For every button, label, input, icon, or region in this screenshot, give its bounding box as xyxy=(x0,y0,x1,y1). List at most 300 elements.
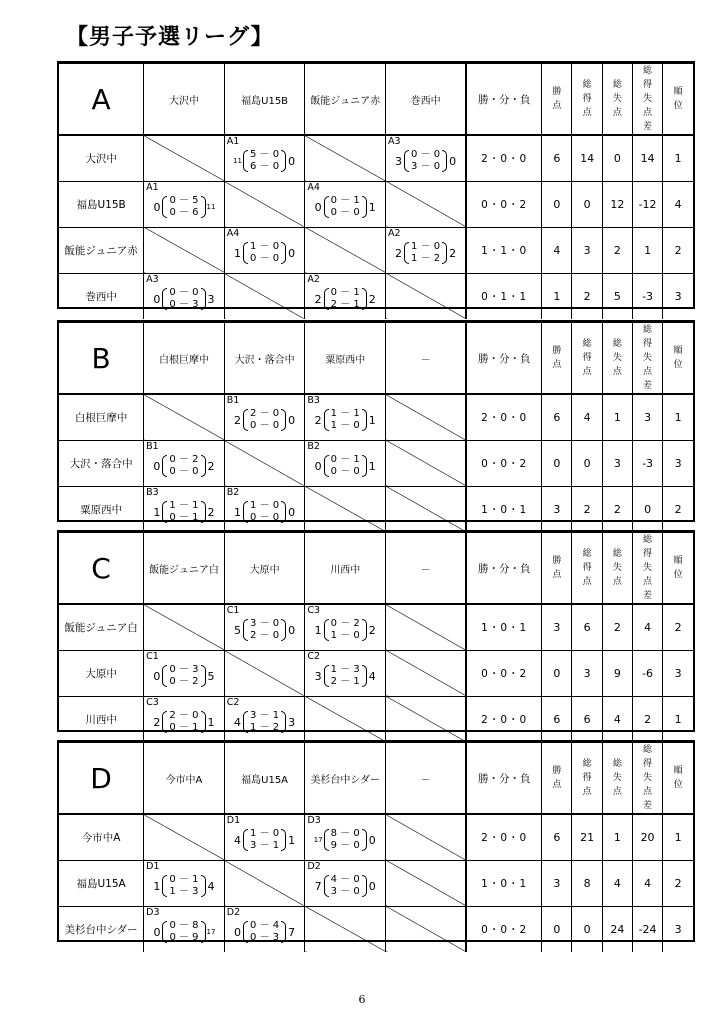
second-half-score: 6 － 0 xyxy=(250,161,280,173)
half-scores xyxy=(162,287,205,311)
score-total-right: 5 xyxy=(207,669,215,683)
team-name-cell xyxy=(59,273,144,319)
match-code: B2 xyxy=(226,486,240,498)
team-name-cell xyxy=(59,227,144,273)
goals-for-value-cell xyxy=(572,604,602,650)
half-scores xyxy=(324,874,367,898)
wdl-value: 1・0・1 xyxy=(481,621,528,634)
first-half-score: 0 － 1 xyxy=(330,195,360,206)
points-header-label-char: 勝 xyxy=(552,556,562,566)
wdl-cell xyxy=(466,135,542,181)
empty-diagonal-cell xyxy=(386,273,467,319)
goal-diff-header xyxy=(632,743,662,815)
first-half-score: 2 － 0 xyxy=(250,408,280,420)
match-code: D3 xyxy=(146,906,160,918)
goals-against-value-cell xyxy=(602,440,632,486)
goal-diff-value: -6 xyxy=(642,666,654,680)
group-letter-cell xyxy=(59,64,144,136)
goal-diff-header-label-char: 総 xyxy=(643,745,653,755)
half-scores xyxy=(324,618,367,642)
rank-value: 2 xyxy=(674,502,682,516)
match-code: A2 xyxy=(307,273,320,285)
wdl-value: 0・0・2 xyxy=(481,667,528,680)
goal-diff-header-label xyxy=(643,743,653,813)
goals-against-value-cell xyxy=(602,650,632,696)
empty-diagonal-cell xyxy=(386,604,467,650)
match-cell xyxy=(224,696,305,742)
match-cell xyxy=(224,227,305,273)
first-half-score: 0 － 0 xyxy=(411,149,441,161)
wdl-value: 0・1・1 xyxy=(481,290,528,303)
goal-diff-header-label-char: 失 xyxy=(643,773,653,783)
team-name-cell xyxy=(59,604,144,650)
points-value-cell xyxy=(542,860,572,906)
first-half-score: 3 － 1 xyxy=(250,710,280,722)
score-total-right: 7 xyxy=(288,925,296,939)
match-cell xyxy=(386,227,467,273)
goals-against-header-label-char: 総 xyxy=(612,339,622,349)
rank-header-label-char: 順 xyxy=(673,346,683,356)
wdl-cell xyxy=(466,696,542,742)
wdl-cell xyxy=(466,486,542,532)
first-half-score: 2 － 0 xyxy=(169,710,199,722)
goals-for-value: 2 xyxy=(583,502,591,516)
empty-diagonal-cell xyxy=(144,604,225,650)
second-half-score: 0 － 2 xyxy=(169,676,199,687)
team-row xyxy=(59,486,693,532)
goals-for-value-cell xyxy=(572,394,602,440)
goals-against-value: 0 xyxy=(613,151,621,165)
goals-against-value-cell xyxy=(602,181,632,227)
goals-for-header-label xyxy=(582,547,592,589)
points-value-cell xyxy=(542,227,572,273)
second-half-score: 1 － 2 xyxy=(411,253,441,264)
goal-diff-header-label-char: 点 xyxy=(643,787,653,797)
goal-diff-header-label-char: 総 xyxy=(643,535,653,545)
opponent-header xyxy=(224,64,305,136)
empty-diagonal-cell xyxy=(224,273,305,319)
opponent-header-label: 福島U15B xyxy=(241,95,289,107)
points-header-label-char: 点 xyxy=(552,101,562,111)
opponent-header-label: 巻西中 xyxy=(410,95,441,107)
points-header-label-char: 勝 xyxy=(552,346,562,356)
group-letter: A xyxy=(91,82,111,116)
match-cell xyxy=(305,181,386,227)
team-row xyxy=(59,650,693,696)
team-name: 福島U15A xyxy=(76,877,126,890)
goal-diff-value-cell xyxy=(632,906,662,952)
team-name: 大原中 xyxy=(85,667,117,680)
goals-against-value-cell xyxy=(602,860,632,906)
wdl-cell xyxy=(466,814,542,860)
half-scores xyxy=(243,408,286,432)
points-value-cell xyxy=(542,273,572,319)
match-cell xyxy=(305,860,386,906)
goals-against-header xyxy=(602,743,632,815)
team-name-cell xyxy=(59,135,144,181)
league-c-table xyxy=(57,530,695,732)
goal-diff-header-label-char: 得 xyxy=(643,549,653,559)
goal-diff-value-cell xyxy=(632,604,662,650)
rank-value-cell xyxy=(663,273,693,319)
score-total-right: 2 xyxy=(449,246,457,260)
rank-value-cell xyxy=(663,650,693,696)
empty-diagonal-cell xyxy=(224,860,305,906)
score-total-left: 0 xyxy=(234,925,242,939)
goal-diff-value: -3 xyxy=(642,289,654,303)
half-scores xyxy=(162,920,205,944)
wdl-value: 0・0・2 xyxy=(481,923,528,936)
match-code: C2 xyxy=(307,650,321,662)
match-code: C1 xyxy=(226,605,240,616)
goals-for-value-cell xyxy=(572,181,602,227)
goals-against-value-cell xyxy=(602,906,632,952)
goals-against-header-label xyxy=(612,78,622,120)
goals-against-header-label-char: 点 xyxy=(612,577,622,587)
points-value-cell xyxy=(542,394,572,440)
goal-diff-value-cell xyxy=(632,486,662,532)
score-total-right: 1 xyxy=(368,200,376,214)
league-d-table xyxy=(57,740,695,942)
goals-against-header xyxy=(602,533,632,605)
wdl-header xyxy=(466,533,542,605)
team-name: 飯能ジュニア白 xyxy=(64,621,138,634)
half-scores xyxy=(324,664,367,688)
second-half-score: 0 － 1 xyxy=(169,722,199,734)
wdl-value: 0・0・2 xyxy=(481,198,528,211)
score-total-right: 1 xyxy=(368,459,376,473)
goals-against-header-label-char: 点 xyxy=(612,108,622,118)
match-cell xyxy=(224,135,305,181)
empty-diagonal-cell xyxy=(305,227,386,273)
first-half-score: 3 － 0 xyxy=(250,618,280,630)
rank-header-label-char: 位 xyxy=(673,360,683,370)
goals-for-value-cell xyxy=(572,440,602,486)
wdl-value: 2・0・0 xyxy=(481,411,528,424)
match-cell xyxy=(305,440,386,486)
goal-diff-value-cell xyxy=(632,860,662,906)
goal-diff-header-label xyxy=(643,533,653,603)
opponent-header xyxy=(305,743,386,815)
rank-value-cell xyxy=(663,440,693,486)
goal-diff-value-cell xyxy=(632,227,662,273)
goals-for-value-cell xyxy=(572,860,602,906)
goal-diff-header-label xyxy=(643,323,653,393)
goals-against-value: 2 xyxy=(613,620,621,634)
team-row xyxy=(59,273,693,319)
match-cell xyxy=(386,135,467,181)
second-half-score: 0 － 0 xyxy=(250,512,280,524)
league-b-table xyxy=(57,320,695,522)
second-half-score: 1 － 3 xyxy=(169,886,199,897)
rank-value: 1 xyxy=(674,712,682,726)
goals-for-value: 8 xyxy=(583,876,591,890)
goals-for-value: 21 xyxy=(580,830,595,844)
match-code: D3 xyxy=(307,815,321,826)
points-value: 3 xyxy=(553,876,561,890)
goals-against-header xyxy=(602,64,632,136)
goal-diff-header-label xyxy=(643,64,653,134)
goals-against-value: 5 xyxy=(613,289,621,303)
rank-value-cell xyxy=(663,486,693,532)
empty-diagonal-cell xyxy=(386,394,467,440)
goal-diff-header-label-char: 総 xyxy=(643,66,653,76)
goals-for-value-cell xyxy=(572,135,602,181)
rank-value: 2 xyxy=(674,243,682,257)
empty-diagonal-cell xyxy=(386,440,467,486)
second-half-score: 0 － 0 xyxy=(330,207,360,218)
goal-diff-header-label-char: 差 xyxy=(643,381,653,391)
group-letter: B xyxy=(91,341,111,375)
goals-against-value: 24 xyxy=(610,922,625,936)
half-scores xyxy=(324,408,367,432)
goals-against-header-label-char: 失 xyxy=(612,773,622,783)
wdl-header-label: 勝・分・負 xyxy=(477,352,531,365)
second-half-score: 9 － 0 xyxy=(330,840,360,852)
team-row xyxy=(59,906,693,952)
score-total-right: 3 xyxy=(207,292,215,306)
team-name: 粟原西中 xyxy=(80,503,123,516)
half-scores xyxy=(162,710,205,734)
first-half-score: 0 － 2 xyxy=(169,454,199,465)
goal-diff-value: 2 xyxy=(644,712,652,726)
match-code: B2 xyxy=(307,440,320,452)
empty-diagonal-cell xyxy=(305,906,386,952)
points-header-label xyxy=(552,85,562,113)
rank-header-label xyxy=(673,764,683,792)
points-value: 3 xyxy=(553,502,561,516)
match-cell xyxy=(144,860,225,906)
team-name: 大沢・落合中 xyxy=(69,457,133,470)
first-half-score: 0 － 1 xyxy=(330,454,360,465)
half-scores xyxy=(324,195,367,219)
goals-for-value-cell xyxy=(572,650,602,696)
goal-diff-value: 14 xyxy=(640,151,655,165)
league-a-table xyxy=(57,61,695,309)
score-total-left: 0 xyxy=(153,292,161,306)
goal-diff-header-label-char: 点 xyxy=(643,108,653,118)
goals-against-header-label xyxy=(612,757,622,799)
opponent-header xyxy=(224,743,305,815)
score-total-right: 0 xyxy=(368,833,376,847)
rank-header-label-char: 位 xyxy=(673,570,683,580)
goals-against-value-cell xyxy=(602,273,632,319)
goals-against-value: 1 xyxy=(613,410,621,424)
goal-diff-header-label-char: 差 xyxy=(643,122,653,132)
group-letter: C xyxy=(91,551,111,585)
team-name-cell xyxy=(59,650,144,696)
empty-diagonal-cell xyxy=(386,906,467,952)
page-number: 6 xyxy=(358,993,366,1006)
half-scores xyxy=(404,241,447,265)
wdl-cell xyxy=(466,604,542,650)
second-half-score: 1 － 0 xyxy=(330,420,360,432)
goals-against-value: 2 xyxy=(613,243,621,257)
first-half-score: 0 － 8 xyxy=(169,920,199,932)
goals-for-value-cell xyxy=(572,273,602,319)
goal-diff-header xyxy=(632,533,662,605)
goals-against-header-label-char: 点 xyxy=(612,787,622,797)
match-code: D2 xyxy=(226,906,241,918)
points-header-label xyxy=(552,344,562,372)
team-row xyxy=(59,696,693,742)
goal-diff-value-cell xyxy=(632,394,662,440)
team-name: 今市中A xyxy=(81,831,121,844)
match-cell xyxy=(305,650,386,696)
wdl-cell xyxy=(466,906,542,952)
empty-diagonal-cell xyxy=(224,650,305,696)
first-half-score: 0 － 3 xyxy=(169,664,199,675)
empty-diagonal-cell xyxy=(305,486,386,532)
match-code: D1 xyxy=(146,860,160,872)
second-half-score: 0 － 0 xyxy=(250,253,280,264)
first-half-score: 0 － 4 xyxy=(250,920,280,932)
score-total-left: 4 xyxy=(234,715,242,729)
goal-diff-value: 3 xyxy=(644,410,652,424)
score-total-left: 0 xyxy=(314,459,322,473)
goals-against-value: 1 xyxy=(613,830,621,844)
rank-value-cell xyxy=(663,696,693,742)
match-cell xyxy=(224,906,305,952)
points-value: 0 xyxy=(553,197,561,211)
goals-for-value: 0 xyxy=(583,922,591,936)
score-total-right: 11 xyxy=(206,203,216,211)
wdl-value: 2・0・0 xyxy=(481,831,528,844)
match-cell xyxy=(144,181,225,227)
rank-value-cell xyxy=(663,394,693,440)
wdl-value: 1・0・1 xyxy=(481,503,528,516)
opponent-header xyxy=(386,323,467,395)
first-half-score: 0 － 5 xyxy=(169,195,199,206)
team-row xyxy=(59,604,693,650)
match-code: C1 xyxy=(146,650,159,662)
goal-diff-header-label-char: 差 xyxy=(643,801,653,811)
score-total-right: 0 xyxy=(288,413,296,427)
opponent-header xyxy=(305,323,386,395)
first-half-score: 4 － 0 xyxy=(330,874,360,885)
goals-for-header-label-char: 点 xyxy=(582,108,592,118)
goals-against-value-cell xyxy=(602,604,632,650)
half-scores xyxy=(243,149,286,173)
rank-value: 1 xyxy=(674,830,682,844)
empty-diagonal-cell xyxy=(144,135,225,181)
points-header-label-char: 点 xyxy=(552,570,562,580)
team-name: 川西中 xyxy=(85,713,117,726)
team-name-cell xyxy=(59,814,144,860)
match-code: C3 xyxy=(146,696,159,708)
goals-for-header-label xyxy=(582,757,592,799)
score-total-right: 1 xyxy=(368,413,376,427)
rank-value: 1 xyxy=(674,151,682,165)
wdl-cell xyxy=(466,273,542,319)
goals-for-value: 4 xyxy=(583,410,591,424)
opponent-header-label: 白根巨摩中 xyxy=(158,354,209,366)
empty-diagonal-cell xyxy=(144,394,225,440)
points-header xyxy=(542,533,572,605)
second-half-score: 2 － 1 xyxy=(330,676,360,687)
empty-diagonal-cell xyxy=(305,696,386,742)
goals-for-header-label-char: 総 xyxy=(582,759,592,769)
match-cell xyxy=(144,696,225,742)
goals-for-value: 3 xyxy=(583,666,591,680)
goals-for-header xyxy=(572,533,602,605)
score-total-right: 1 xyxy=(288,833,296,847)
goal-diff-header-label-char: 失 xyxy=(643,353,653,363)
empty-diagonal-cell xyxy=(386,814,467,860)
goal-diff-value-cell xyxy=(632,814,662,860)
goal-diff-value-cell xyxy=(632,181,662,227)
goals-for-header xyxy=(572,64,602,136)
second-half-score: 3 － 0 xyxy=(411,161,441,173)
goals-against-value: 9 xyxy=(613,666,621,680)
points-value-cell xyxy=(542,181,572,227)
score-total-left: 4 xyxy=(234,833,242,847)
second-half-score: 2 － 1 xyxy=(330,299,360,311)
rank-header-label-char: 位 xyxy=(673,780,683,790)
score-total-right: 0 xyxy=(288,246,296,260)
first-half-score: 1 － 1 xyxy=(169,500,199,512)
team-row xyxy=(59,394,693,440)
goals-for-header-label-char: 総 xyxy=(582,339,592,349)
score-total-right: 0 xyxy=(449,154,457,168)
team-row xyxy=(59,227,693,273)
goals-against-value-cell xyxy=(602,486,632,532)
match-code: C2 xyxy=(226,696,240,708)
match-code: A3 xyxy=(388,136,401,147)
points-value-cell xyxy=(542,135,572,181)
score-total-right: 2 xyxy=(207,459,215,473)
match-cell xyxy=(305,604,386,650)
team-name: 大沢中 xyxy=(85,152,117,165)
points-value-cell xyxy=(542,604,572,650)
score-total-left: 1 xyxy=(234,505,242,519)
second-half-score: 3 － 1 xyxy=(250,840,280,852)
goals-for-value: 6 xyxy=(583,712,591,726)
points-header-label xyxy=(552,554,562,582)
first-half-score: 1 － 0 xyxy=(411,241,441,252)
goals-against-value-cell xyxy=(602,135,632,181)
opponent-header-label: 粟原西中 xyxy=(325,354,366,366)
points-value: 0 xyxy=(553,456,561,470)
first-half-score: 1 － 0 xyxy=(250,241,280,252)
team-name: 白根巨摩中 xyxy=(74,411,128,424)
first-half-score: 8 － 0 xyxy=(330,828,360,840)
goals-against-value-cell xyxy=(602,227,632,273)
first-half-score: 5 － 0 xyxy=(250,149,280,161)
points-value: 0 xyxy=(553,666,561,680)
second-half-score: 0 － 3 xyxy=(250,932,280,944)
goals-against-header-label-char: 総 xyxy=(612,80,622,90)
points-value: 6 xyxy=(553,410,561,424)
goal-diff-value-cell xyxy=(632,440,662,486)
goal-diff-header-label-char: 失 xyxy=(643,94,653,104)
team-name: 美杉台中シダー xyxy=(64,923,138,936)
goal-diff-header-label-char: 得 xyxy=(643,759,653,769)
points-header-label xyxy=(552,764,562,792)
goal-diff-value: 0 xyxy=(644,502,652,516)
goals-against-value: 2 xyxy=(613,502,621,516)
rank-header-label xyxy=(673,554,683,582)
empty-diagonal-cell xyxy=(386,860,467,906)
score-total-right: 0 xyxy=(288,623,296,637)
match-cell xyxy=(305,394,386,440)
second-half-score: 0 － 9 xyxy=(169,932,199,944)
goals-against-header-label-char: 失 xyxy=(612,353,622,363)
goal-diff-header-label-char: 総 xyxy=(643,325,653,335)
goals-for-header-label-char: 点 xyxy=(582,577,592,587)
second-half-score: 1 － 2 xyxy=(250,722,280,734)
goal-diff-value: -24 xyxy=(638,922,657,936)
